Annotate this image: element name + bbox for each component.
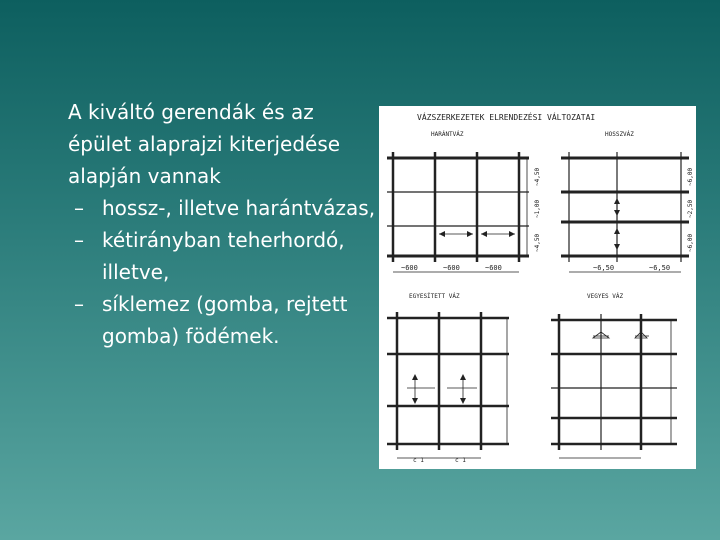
intro-text: A kiváltó gerendák és az épület alaprajzi kiterjedése alapján vannak bbox=[68, 100, 341, 188]
panel-vegyes bbox=[551, 293, 677, 458]
dim-label-vertical: ~4,50 bbox=[534, 233, 541, 252]
bullet-dash: – bbox=[74, 196, 84, 220]
bullet-text: hossz-, illetve harántvázas, bbox=[102, 196, 376, 220]
panel-haranthaz bbox=[387, 131, 529, 272]
dim-label: c 1 bbox=[455, 457, 466, 464]
dim-label-vertical: ~1,00 bbox=[534, 199, 541, 218]
panel-egyesitett bbox=[387, 292, 509, 458]
panel-label: VEGYES VÁZ bbox=[587, 293, 624, 300]
drawing-title: VÁZSZERKEZETEK ELRENDEZÉSI VÁLTOZATAI bbox=[417, 113, 596, 122]
dim-label: c 1 bbox=[413, 457, 424, 464]
structural-frame-drawing bbox=[379, 106, 696, 469]
dim-label: ~600 bbox=[485, 264, 502, 272]
bullet-text: síklemez (gomba, rejtett gomba) födémek. bbox=[102, 292, 348, 348]
panel-hosszvaz bbox=[561, 131, 689, 272]
bullet-list bbox=[68, 192, 383, 352]
panel-label: EGYESÍTETT VÁZ bbox=[409, 293, 460, 300]
dim-label-vertical: ~6,00 bbox=[687, 167, 694, 186]
bullet-item bbox=[68, 288, 383, 352]
dim-label: ~6,50 bbox=[593, 264, 615, 272]
bullet-item bbox=[68, 192, 383, 224]
dim-label: ~600 bbox=[443, 264, 460, 272]
dim-label-vertical: ~4,50 bbox=[534, 167, 541, 186]
panel-label: HOSSZVÁZ bbox=[605, 131, 634, 138]
drawing-canvas bbox=[379, 106, 696, 469]
dim-label-vertical: ~6,00 bbox=[687, 233, 694, 252]
bullet-text: kétirányban teherhordó, illetve, bbox=[102, 228, 345, 284]
dim-label-vertical: ~2,50 bbox=[687, 199, 694, 218]
dim-label: ~6,50 bbox=[649, 264, 671, 272]
bullet-dash: – bbox=[74, 228, 84, 252]
dim-label: ~600 bbox=[401, 264, 418, 272]
panel-label: HARÁNTVÁZ bbox=[431, 131, 464, 138]
bullet-item bbox=[68, 224, 383, 288]
slide-text-block bbox=[68, 96, 383, 352]
bullet-dash: – bbox=[74, 292, 84, 316]
